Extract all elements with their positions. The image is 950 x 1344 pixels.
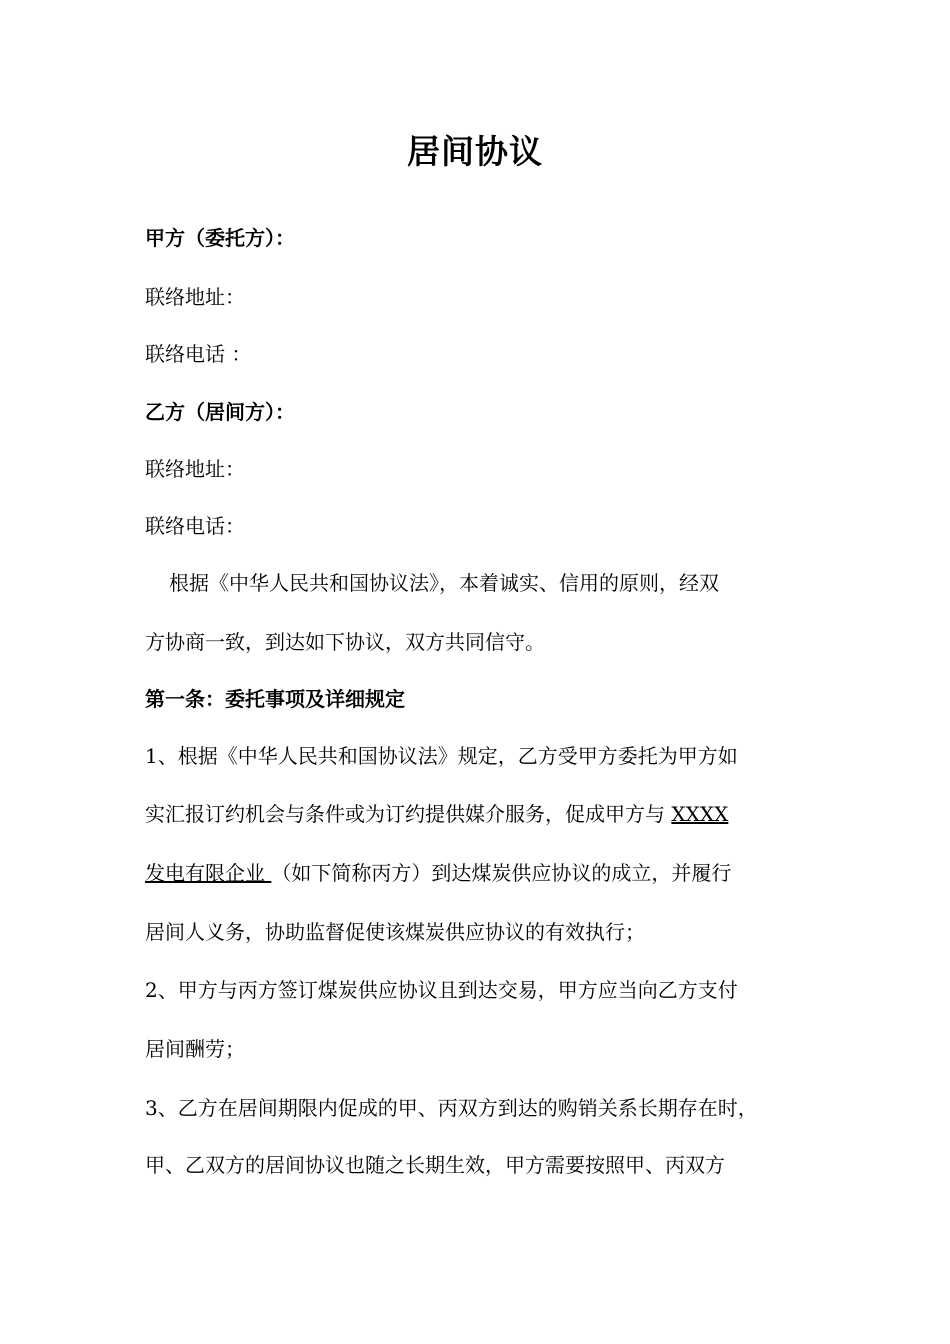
intro-line-2: 方协商一致，到达如下协议，双方共同信守。 — [145, 630, 545, 654]
article-1-item-3-line-2: 甲、乙双方的居间协议也随之长期生效，甲方需要按照甲、丙双方 — [145, 1153, 725, 1177]
item-1-line-2-text: 实汇报订约机会与条件或为订约提供媒介服务，促成甲方与 — [145, 802, 672, 826]
party-b-address-label: 联络地址： — [145, 457, 245, 481]
article-1-item-1-line-2 — [145, 800, 728, 828]
article-1-item-2-line-2: 居间酬劳； — [145, 1037, 245, 1061]
article-1-item-2-line-1: 2、甲方与丙方签订煤炭供应协议且到达交易，甲方应当向乙方支付 — [145, 978, 738, 1002]
article-1-item-3-line-1: 3、乙方在居间期限内促成的甲、丙双方到达的购销关系长期存在时， — [145, 1096, 758, 1120]
article-1-item-1-line-3 — [145, 859, 731, 887]
party-a-phone-label: 联络电话 ： — [145, 342, 252, 366]
item-1-company-name-part-2: 发电有限企业 — [145, 861, 272, 885]
article-1-item-1-line-1: 1、根据《中华人民共和国协议法》规定，乙方受甲方委托为甲方如 — [145, 744, 738, 768]
article-1-heading: 第一条：委托事项及详细规定 — [145, 687, 405, 711]
document-title: 居间协议 — [407, 132, 543, 171]
intro-line-1: 根据《中华人民共和国协议法》，本着诚实、信用的原则，经双 — [169, 571, 719, 595]
item-1-line-3-text: （如下简称丙方）到达煤炭供应协议的成立，并履行 — [271, 861, 732, 885]
party-a-heading: 甲方（委托方）： — [145, 226, 295, 250]
party-a-address-label: 联络地址： — [145, 285, 245, 309]
article-1-item-1-line-4: 居间人义务，协助监督促使该煤炭供应协议的有效执行； — [145, 920, 645, 944]
party-b-heading: 乙方（居间方）： — [145, 400, 295, 424]
party-b-phone-label: 联络电话： — [145, 514, 245, 538]
item-1-company-name-part-1: XXXX — [671, 802, 729, 826]
